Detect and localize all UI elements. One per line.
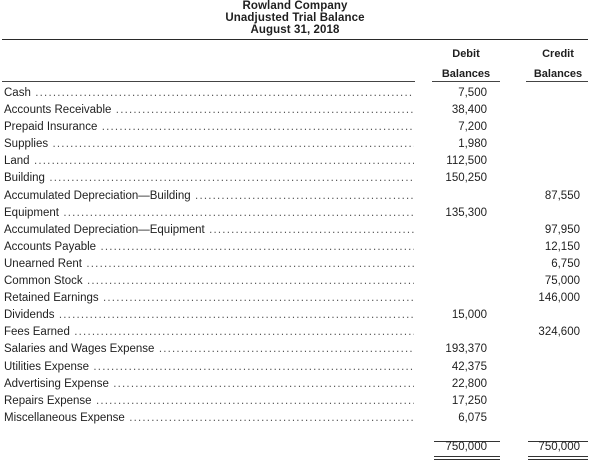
report-title: Unadjusted Trial Balance xyxy=(225,12,365,24)
account-name: Prepaid Insurance ..... xyxy=(4,119,414,136)
account-name: Accounts Receivable ..... xyxy=(4,102,414,119)
header-rule xyxy=(2,39,588,40)
credit-amount: 6,750 xyxy=(551,257,580,270)
table-row xyxy=(0,341,590,358)
account-name: Cash ..... xyxy=(4,85,414,102)
table-row xyxy=(0,307,590,324)
account-name: Supplies ..... xyxy=(4,136,414,153)
table-row xyxy=(0,188,590,205)
credit-column-header xyxy=(526,44,590,84)
table-row xyxy=(0,102,590,119)
debit-amount: 7,500 xyxy=(458,87,487,99)
table-row xyxy=(0,85,590,102)
debit-amount: 17,250 xyxy=(451,394,487,407)
table-row xyxy=(0,393,590,410)
credit-total: 750,000 xyxy=(538,441,580,453)
debit-amount: 7,200 xyxy=(458,121,487,134)
debit-header-line1: Debit xyxy=(452,48,480,60)
table-row xyxy=(0,239,590,256)
table-row xyxy=(0,256,590,273)
debit-amount: 150,250 xyxy=(445,172,487,185)
table-row xyxy=(0,376,590,393)
account-rows xyxy=(0,85,590,427)
account-name: Fees Earned ..... xyxy=(4,324,414,341)
company-name: Rowland Company xyxy=(242,0,348,12)
column-header-rule-accounts xyxy=(2,81,415,82)
debit-amount: 22,800 xyxy=(451,377,487,390)
credit-amount: 12,150 xyxy=(544,240,580,253)
table-row xyxy=(0,119,590,136)
credit-amount: 75,000 xyxy=(544,275,580,288)
column-header-rule-credit xyxy=(526,81,588,82)
debit-amount: 112,500 xyxy=(446,155,487,168)
credit-amount: 97,950 xyxy=(544,223,580,236)
table-row xyxy=(0,290,590,307)
account-name: Advertising Expense ..... xyxy=(4,376,414,393)
table-row xyxy=(0,359,590,376)
account-name: Accounts Payable ..... xyxy=(4,239,414,256)
credit-double-underline xyxy=(528,456,588,460)
debit-amount: 42,375 xyxy=(451,360,487,373)
account-name: Equipment ..... xyxy=(4,205,414,222)
table-row xyxy=(0,205,590,222)
account-name: Repairs Expense ..... xyxy=(4,393,414,410)
debit-amount: 1,980 xyxy=(458,138,487,151)
debit-column-header xyxy=(436,44,496,84)
account-name: Retained Earnings ..... xyxy=(4,290,414,307)
account-name: Accumulated Depreciation—Building ..... xyxy=(4,188,414,205)
table-row xyxy=(0,136,590,153)
account-name: Miscellaneous Expense ..... xyxy=(4,410,414,427)
credit-amount: 87,550 xyxy=(544,189,580,202)
table-row xyxy=(0,324,590,341)
table-row xyxy=(0,153,590,170)
debit-total: 750,000 xyxy=(445,441,487,453)
table-row xyxy=(0,410,590,427)
table-row xyxy=(0,222,590,239)
account-name: Common Stock ..... xyxy=(4,273,414,290)
debit-amount: 135,300 xyxy=(445,206,487,219)
table-row xyxy=(0,170,590,187)
credit-header-line1: Credit xyxy=(542,48,574,60)
account-name: Accumulated Depreciation—Equipment ..... xyxy=(4,222,414,239)
account-name: Salaries and Wages Expense ..... xyxy=(4,341,414,358)
debit-amount: 6,075 xyxy=(458,411,487,424)
account-name: Building ..... xyxy=(4,170,414,187)
account-name: Land ..... xyxy=(4,153,414,170)
totals-row xyxy=(0,438,590,458)
account-name: Utilities Expense ..... xyxy=(4,359,414,376)
credit-amount: 324,600 xyxy=(538,326,580,339)
account-name: Dividends ..... xyxy=(4,307,414,324)
report-header xyxy=(0,0,590,36)
report-date: August 31, 2018 xyxy=(250,24,340,36)
debit-double-underline xyxy=(434,456,500,460)
account-name: Unearned Rent ..... xyxy=(4,256,414,273)
credit-header-line2: Balances xyxy=(533,68,583,80)
table-row xyxy=(0,273,590,290)
debit-amount: 193,370 xyxy=(445,343,487,356)
column-header-rule-debit xyxy=(432,81,500,82)
debit-amount: 38,400 xyxy=(451,104,487,117)
debit-amount: 15,000 xyxy=(451,309,487,322)
debit-header-line2: Balances xyxy=(441,68,491,80)
credit-amount: 146,000 xyxy=(538,292,580,305)
